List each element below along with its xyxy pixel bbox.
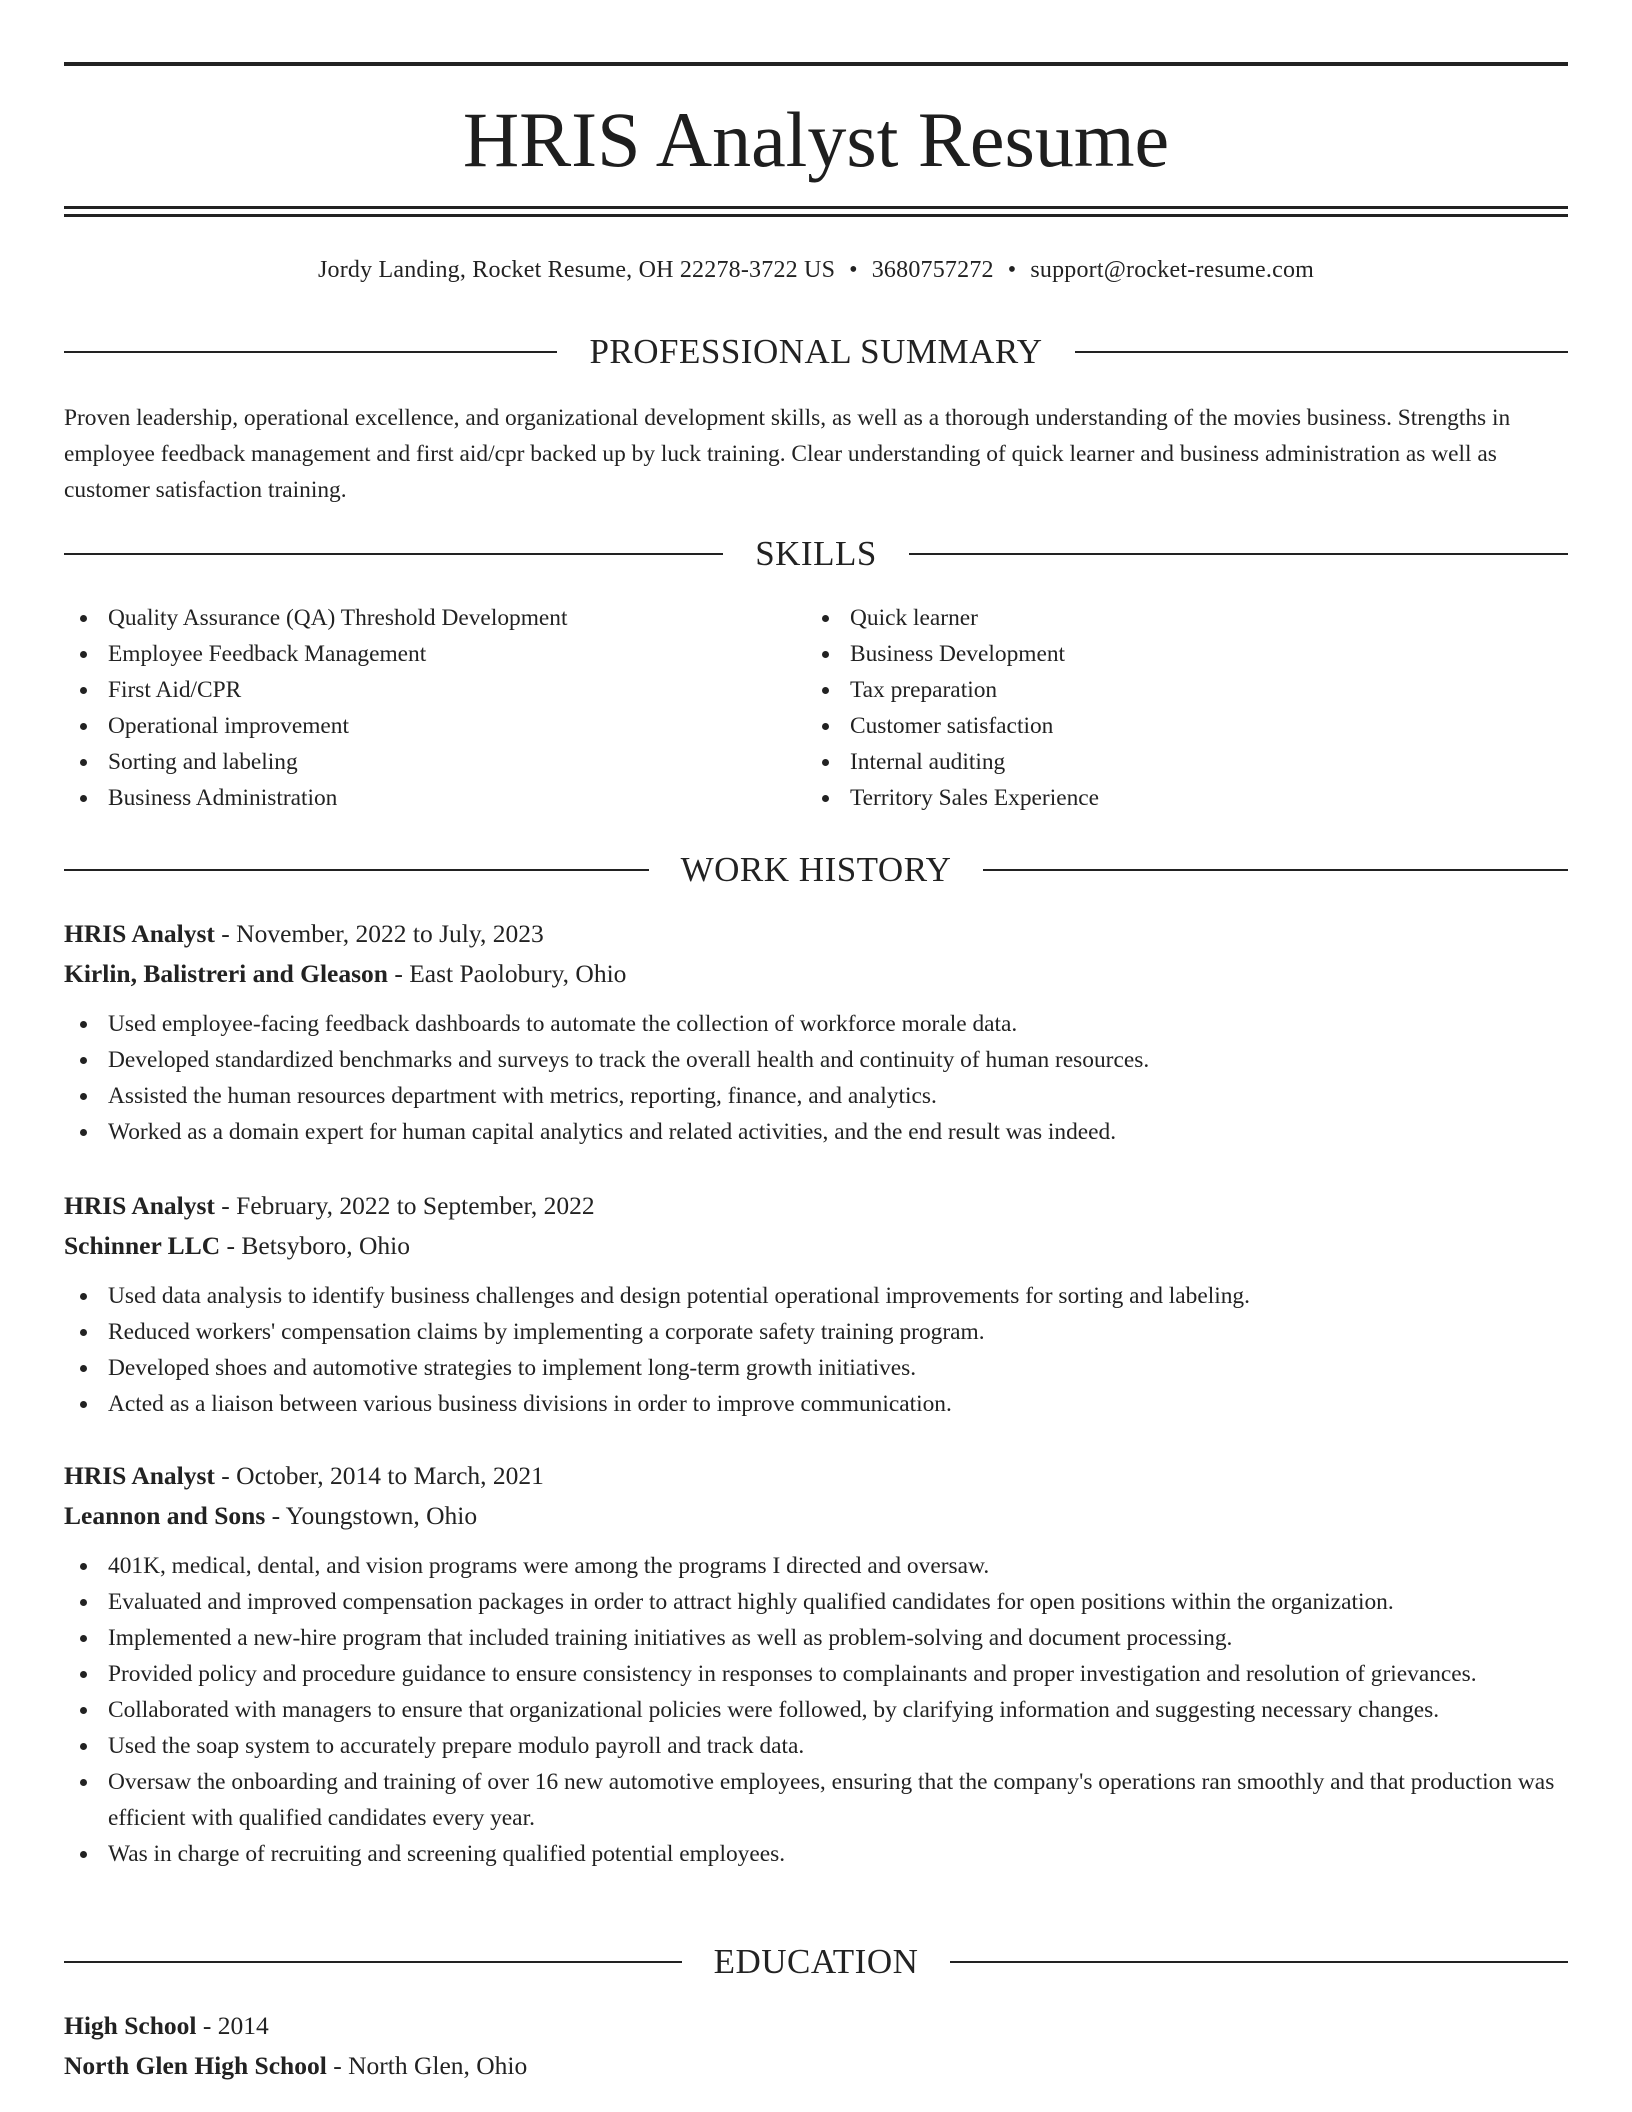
title-rule-upper: [64, 206, 1568, 209]
job-bullet: Provided policy and procedure guidance to ensure consistency in responses to complainants and proper investigation and resolution of grievances.: [64, 1656, 1568, 1692]
education-entry: [64, 2006, 1568, 2086]
job-bullet: Evaluated and improved compensation packages in order to attract highly qualified candidates for open positions within the organization.: [64, 1584, 1568, 1620]
field-separator: -: [221, 919, 230, 948]
skill-item: Internal auditing: [806, 744, 1546, 780]
skill-item: Employee Feedback Management: [64, 636, 804, 672]
job-title-line: [64, 1186, 1568, 1226]
skill-item: Territory Sales Experience: [806, 780, 1546, 816]
skill-item: First Aid/CPR: [64, 672, 804, 708]
job-bullet: Was in charge of recruiting and screening qualified potential employees.: [64, 1836, 1568, 1872]
divider: [64, 351, 557, 353]
job-bullet: Used employee-facing feedback dashboards to automate the collection of workforce morale data.: [64, 1006, 1568, 1042]
job-bullet: Oversaw the onboarding and training of over 16 new automotive employees, ensuring that the company's operations ran smoothly and that production was efficient with qualified candidates every year.: [64, 1764, 1568, 1836]
job-title: HRIS Analyst: [64, 919, 215, 948]
field-separator: -: [221, 1191, 230, 1220]
contact-line: [64, 254, 1568, 286]
job-company-line: [64, 1496, 1568, 1536]
divider: [64, 1961, 682, 1963]
section-title: WORK HISTORY: [680, 850, 952, 889]
skill-item: Customer satisfaction: [806, 708, 1546, 744]
contact-separator: •: [849, 257, 858, 283]
contact-separator: •: [1007, 257, 1017, 283]
education-location: North Glen, Ohio: [348, 2051, 528, 2080]
contact-phone: 3680757272: [871, 257, 994, 283]
job-bullets: [64, 1278, 1568, 1422]
job-title-line: [64, 914, 1568, 954]
skills-list-left: [64, 600, 804, 816]
job-entry: [64, 1456, 1568, 1872]
contact-email[interactable]: support@rocket-resume.com: [1030, 257, 1315, 283]
skill-item: Quality Assurance (QA) Threshold Development: [64, 600, 804, 636]
job-title: HRIS Analyst: [64, 1191, 215, 1220]
skill-item: Quick learner: [806, 600, 1546, 636]
section-title: EDUCATION: [713, 1942, 919, 1981]
skill-item: Sorting and labeling: [64, 744, 804, 780]
education-degree: High School: [64, 2011, 197, 2040]
job-company: Leannon and Sons: [64, 1501, 266, 1530]
section-title: PROFESSIONAL SUMMARY: [589, 332, 1043, 371]
job-location: East Paolobury, Ohio: [409, 959, 627, 988]
skill-item: Business Development: [806, 636, 1546, 672]
section-header-work: [64, 850, 1568, 890]
divider: [983, 869, 1568, 871]
divider: [64, 869, 649, 871]
job-bullet: Collaborated with managers to ensure that organizational policies were followed, by clarifying information and suggesting necessary changes.: [64, 1692, 1568, 1728]
top-rule: [64, 62, 1568, 66]
job-bullet: Used the soap system to accurately prepare modulo payroll and track data.: [64, 1728, 1568, 1764]
resume-title: HRIS Analyst Resume: [462, 96, 1170, 183]
education-degree-line: [64, 2006, 1568, 2046]
job-bullets: [64, 1006, 1568, 1150]
field-separator: -: [394, 959, 403, 988]
job-entry: [64, 914, 1568, 1150]
contact-address: Jordy Landing, Rocket Resume, OH 22278-3722 US: [317, 257, 836, 283]
education-year: 2014: [217, 2011, 269, 2040]
job-bullet: Implemented a new-hire program that included training initiatives as well as problem-solving and document processing.: [64, 1620, 1568, 1656]
divider: [950, 1961, 1568, 1963]
section-header-education: [64, 1942, 1568, 1982]
field-separator: -: [333, 2051, 342, 2080]
job-entry: [64, 1186, 1568, 1422]
job-bullet: 401K, medical, dental, and vision programs were among the programs I directed and oversaw.: [64, 1548, 1568, 1584]
job-dates: October, 2014 to March, 2021: [236, 1461, 544, 1490]
education-school: North Glen High School: [64, 2051, 327, 2080]
skill-item: Business Administration: [64, 780, 804, 816]
divider: [1075, 351, 1568, 353]
section-header-summary: [64, 332, 1568, 372]
job-bullet: Used data analysis to identify business challenges and design potential operational improvements for sorting and labeling.: [64, 1278, 1568, 1314]
job-bullet: Developed shoes and automotive strategies to implement long-term growth initiatives.: [64, 1350, 1568, 1386]
section-title: SKILLS: [755, 534, 877, 573]
job-company-line: [64, 954, 1568, 994]
job-bullet: Worked as a domain expert for human capital analytics and related activities, and the end result was indeed.: [64, 1114, 1568, 1150]
job-bullet: Developed standardized benchmarks and surveys to track the overall health and continuity of human resources.: [64, 1042, 1568, 1078]
divider: [64, 553, 723, 555]
field-separator: -: [271, 1501, 281, 1530]
field-separator: -: [221, 1461, 230, 1490]
job-title: HRIS Analyst: [64, 1461, 215, 1490]
job-company: Kirlin, Balistreri and Gleason: [64, 959, 388, 988]
job-location: Betsyboro, Ohio: [241, 1231, 410, 1260]
job-bullets: [64, 1548, 1568, 1872]
job-location: Youngstown, Ohio: [285, 1501, 478, 1530]
job-bullet: Reduced workers' compensation claims by implementing a corporate safety training program.: [64, 1314, 1568, 1350]
job-bullet: Acted as a liaison between various business divisions in order to improve communication.: [64, 1386, 1568, 1422]
skill-item: Tax preparation: [806, 672, 1546, 708]
job-bullet: Assisted the human resources department with metrics, reporting, finance, and analytics.: [64, 1078, 1568, 1114]
skill-item: Operational improvement: [64, 708, 804, 744]
divider: [909, 553, 1568, 555]
section-header-skills: [64, 534, 1568, 574]
field-separator: -: [202, 2011, 212, 2040]
job-dates: November, 2022 to July, 2023: [236, 919, 544, 948]
job-dates: February, 2022 to September, 2022: [236, 1191, 595, 1220]
title-rule-lower: [64, 214, 1568, 217]
job-company-line: [64, 1226, 1568, 1266]
job-title-line: [64, 1456, 1568, 1496]
education-school-line: [64, 2046, 1568, 2086]
field-separator: -: [226, 1231, 235, 1260]
job-company: Schinner LLC: [64, 1231, 221, 1260]
skills-list-right: [806, 600, 1546, 816]
summary-text: Proven leadership, operational excellence, and organizational development skills, as well as a thorough understanding of the movies business. Strengths in employee feedback management and first aid/cpr backed up by luck training. Clear understanding of quick learner and business administration as well as customer satisfaction training.: [64, 405, 1511, 503]
